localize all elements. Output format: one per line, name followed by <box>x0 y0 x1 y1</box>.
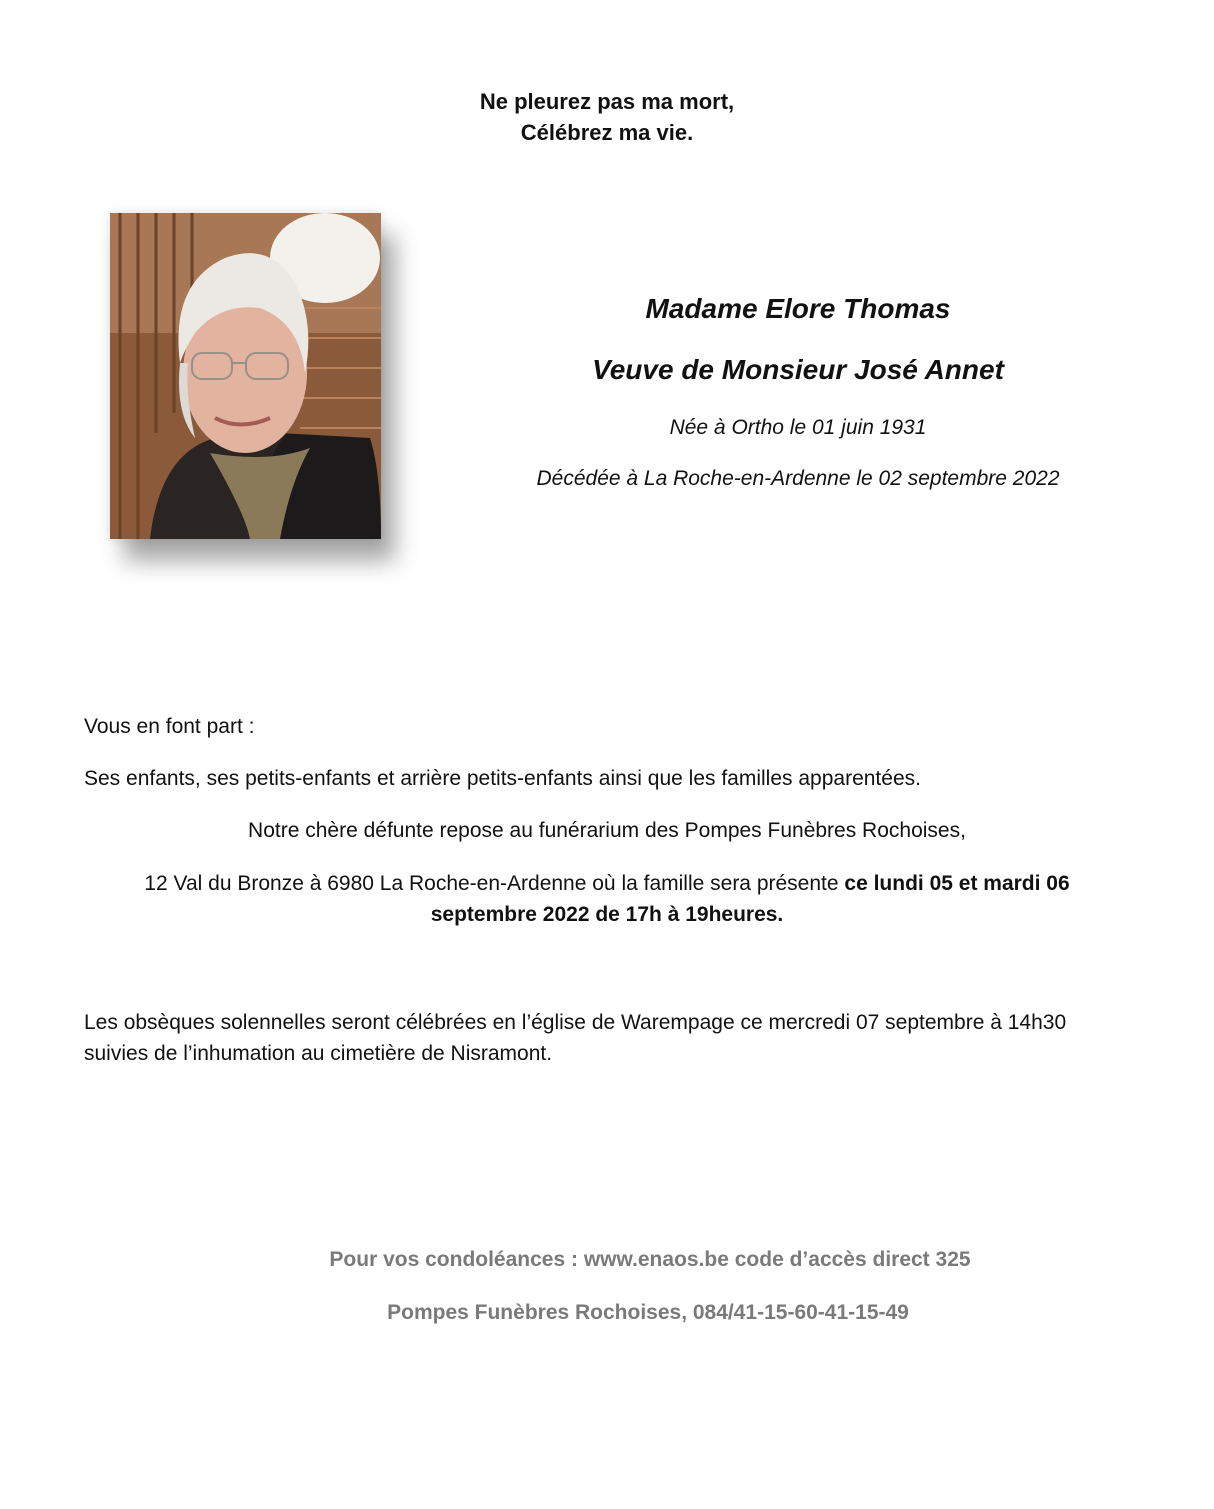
portrait-photo <box>110 213 381 539</box>
funeral-home-contact: Pompes Funèbres Rochoises, 084/41-15-60-41-15-49 <box>387 1301 909 1324</box>
funeral-text: Les obsèques solennelles seront célébrées en l’église de Warempage ce mercredi 07 septembre à 14h30 suivies de l’inhumation au cimetière de Nisramont. <box>84 1011 1067 1065</box>
birth-info: Née à Ortho le 01 juin 1931 <box>669 416 927 439</box>
intro-text: Vous en font part : <box>84 715 255 738</box>
epigraph-line-2: Célébrez ma vie. <box>520 120 694 145</box>
address-text: 12 Val du Bronze à 6980 La Roche-en-Ardenne où la famille sera présente <box>144 872 845 895</box>
rest-location-text: Notre chère défunte repose au funérarium des Pompes Funèbres Rochoises, <box>248 819 966 842</box>
address-paragraph <box>90 868 1124 930</box>
deceased-name: Madame Elore Thomas <box>645 293 951 324</box>
epigraph-line-1: Ne pleurez pas ma mort, <box>479 89 735 114</box>
death-info: Décédée à La Roche-en-Ardenne le 02 septembre 2022 <box>536 467 1060 490</box>
visit-times: ce lundi 05 et mardi 06 septembre 2022 de 17h à 19heures. <box>430 872 1070 926</box>
family-text: Ses enfants, ses petits-enfants et arrière petits-enfants ainsi que les familles apparentées. <box>84 767 921 790</box>
condolences-line: Pour vos condoléances : www.enaos.be code d’accès direct 325 <box>329 1248 971 1271</box>
epigraph <box>0 86 1214 148</box>
widow-of: Veuve de Monsieur José Annet <box>592 354 1004 385</box>
